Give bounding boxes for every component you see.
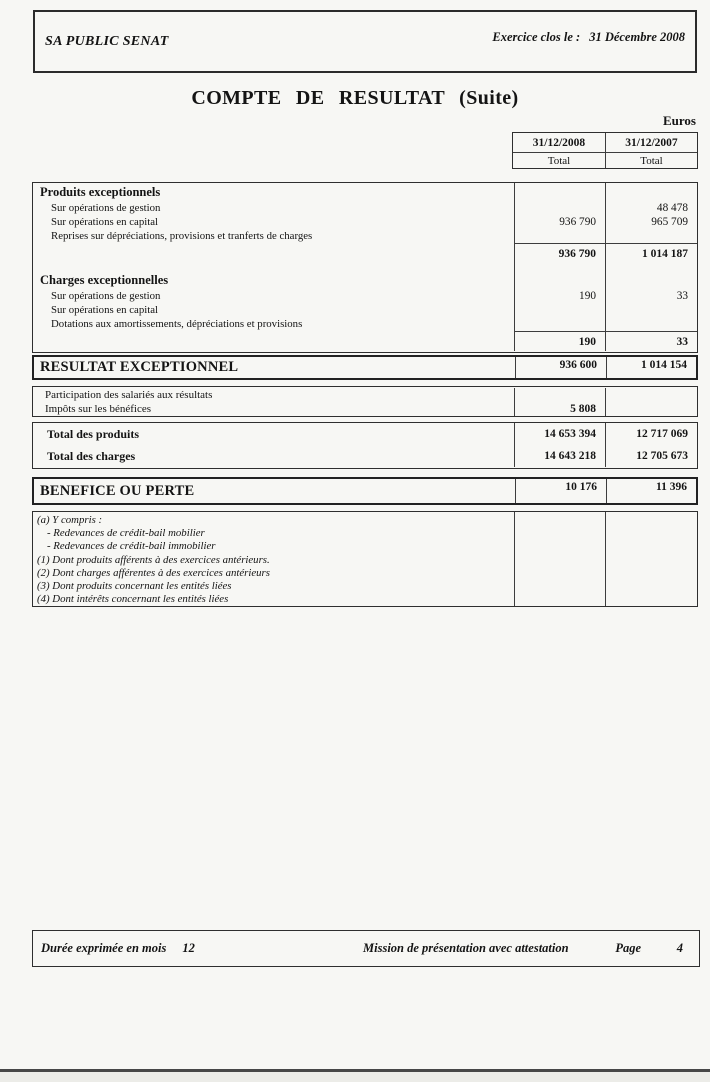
duration-text [41, 941, 195, 956]
totals-table [32, 422, 698, 469]
row-label: Total des produits [47, 426, 140, 441]
column-subheader-2008: Total [547, 154, 571, 167]
exceptional-items-table [32, 182, 698, 353]
notes-empty-column-2008 [514, 512, 605, 606]
column-header-2008: 31/12/2008 [513, 133, 605, 153]
benefice-2008: 10 176 [515, 479, 606, 503]
value-2008: 14 653 394 [514, 423, 605, 445]
empty-cell [33, 263, 514, 271]
table-row [33, 289, 697, 303]
row-label: Sur opérations en capital [51, 304, 159, 316]
participation-impots-table [32, 386, 698, 417]
column-subheader-2007: Total [605, 153, 697, 168]
benefice-2007: 11 396 [606, 479, 696, 503]
value-2007: 33 [605, 289, 697, 303]
row-label: Participation des salariés aux résultats [45, 389, 213, 401]
duration-label: Durée exprimée en mois [41, 941, 167, 955]
note-line: - Redevances de crédit-bail mobilier [47, 527, 205, 540]
page-header-box [33, 10, 697, 73]
page-title: COMPTE DE RESULTAT (Suite) [191, 87, 519, 109]
note-line: - Redevances de crédit-bail immobilier [47, 540, 216, 553]
table-row [33, 402, 697, 416]
resultat-exceptionnel-label: RESULTAT EXCEPTIONNEL [40, 359, 239, 375]
scan-edge-area [0, 1072, 710, 1082]
table-row [33, 201, 697, 215]
closing-date-value: 31 Décembre 2008 [589, 30, 685, 44]
value-2008 [514, 317, 605, 331]
value-2008: 190 [514, 289, 605, 303]
value-2007: 12 717 069 [605, 423, 697, 445]
page-number: 4 [676, 941, 683, 955]
row-label: Sur opérations de gestion [51, 202, 161, 214]
resultat-exceptionnel-band [32, 355, 698, 380]
company-name: SA PUBLIC SENAT [45, 33, 169, 49]
empty-cell [605, 271, 697, 289]
row-label: Dotations aux amortissements, dépréciations et provisions [51, 318, 303, 330]
page-footer-box [32, 930, 700, 967]
value-2007 [605, 303, 697, 317]
row-label: Sur opérations de gestion [51, 290, 161, 302]
section-heading-row [33, 271, 697, 289]
page-label: Page [615, 941, 641, 955]
row-label: Total des charges [47, 448, 136, 463]
table-row [33, 317, 697, 331]
table-row [33, 388, 697, 402]
table-row [33, 445, 697, 467]
section-heading-row [33, 183, 697, 201]
value-2008: 14 643 218 [514, 445, 605, 467]
subtotal-row [33, 243, 697, 263]
value-2008 [514, 201, 605, 215]
value-2008: 5 808 [514, 402, 605, 416]
note-line: (3) Dont produits concernant les entités liées [37, 580, 232, 593]
row-label: Reprises sur dépréciations, provisions et tranferts de charges [51, 230, 313, 242]
empty-cell [605, 263, 697, 271]
mission-text: Mission de présentation avec attestation [363, 941, 569, 955]
empty-cell [605, 183, 697, 201]
note-line: (1) Dont produits afférents à des exercices antérieurs. [37, 553, 270, 566]
resultat-2007: 1 014 154 [606, 357, 696, 378]
subtotal-row [33, 331, 697, 351]
subtotal-2007: 33 [605, 331, 697, 351]
value-2007 [605, 402, 697, 416]
row-label: Sur opérations en capital [51, 216, 159, 228]
notes-text-column [33, 512, 514, 606]
benefice-ou-perte-band [32, 477, 698, 505]
notes-table [32, 511, 698, 607]
value-2008: 936 790 [514, 215, 605, 229]
section-heading: Produits exceptionnels [40, 184, 161, 199]
subtotal-2008: 936 790 [514, 243, 605, 263]
subtotal-2008: 190 [514, 331, 605, 351]
duration-value: 12 [182, 941, 195, 955]
value-2007 [605, 388, 697, 402]
table-row [33, 423, 697, 445]
value-2007: 965 709 [605, 215, 697, 229]
value-2007: 12 705 673 [605, 445, 697, 467]
table-row [33, 303, 697, 317]
empty-cell [514, 263, 605, 271]
column-header-2007: 31/12/2007 [605, 133, 697, 153]
table-row [33, 215, 697, 229]
empty-cell [33, 331, 514, 351]
closing-date [492, 30, 685, 45]
value-2007: 48 478 [605, 201, 697, 215]
empty-cell [514, 183, 605, 201]
column-header-table [512, 132, 698, 169]
closing-date-label: Exercice clos le : [492, 30, 581, 44]
value-2007 [605, 317, 697, 331]
empty-cell [33, 243, 514, 263]
empty-cell [514, 271, 605, 289]
section-heading: Charges exceptionnelles [40, 272, 169, 287]
value-2008 [514, 303, 605, 317]
resultat-2008: 936 600 [515, 357, 606, 378]
value-2007 [605, 229, 697, 243]
value-2008 [514, 229, 605, 243]
currency-label: Euros [663, 113, 696, 128]
table-row [33, 229, 697, 243]
spacer-row [33, 263, 697, 271]
notes-empty-column-2007 [605, 512, 697, 606]
value-2008 [514, 388, 605, 402]
note-line: (2) Dont charges afférentes à des exercices antérieurs [37, 566, 270, 579]
benefice-label: BENEFICE OU PERTE [40, 482, 195, 499]
row-label: Impôts sur les bénéfices [45, 403, 151, 415]
subtotal-2007: 1 014 187 [605, 243, 697, 263]
note-line: (a) Y compris : [37, 514, 103, 526]
note-line: (4) Dont intérêts concernant les entités liées [37, 593, 229, 606]
